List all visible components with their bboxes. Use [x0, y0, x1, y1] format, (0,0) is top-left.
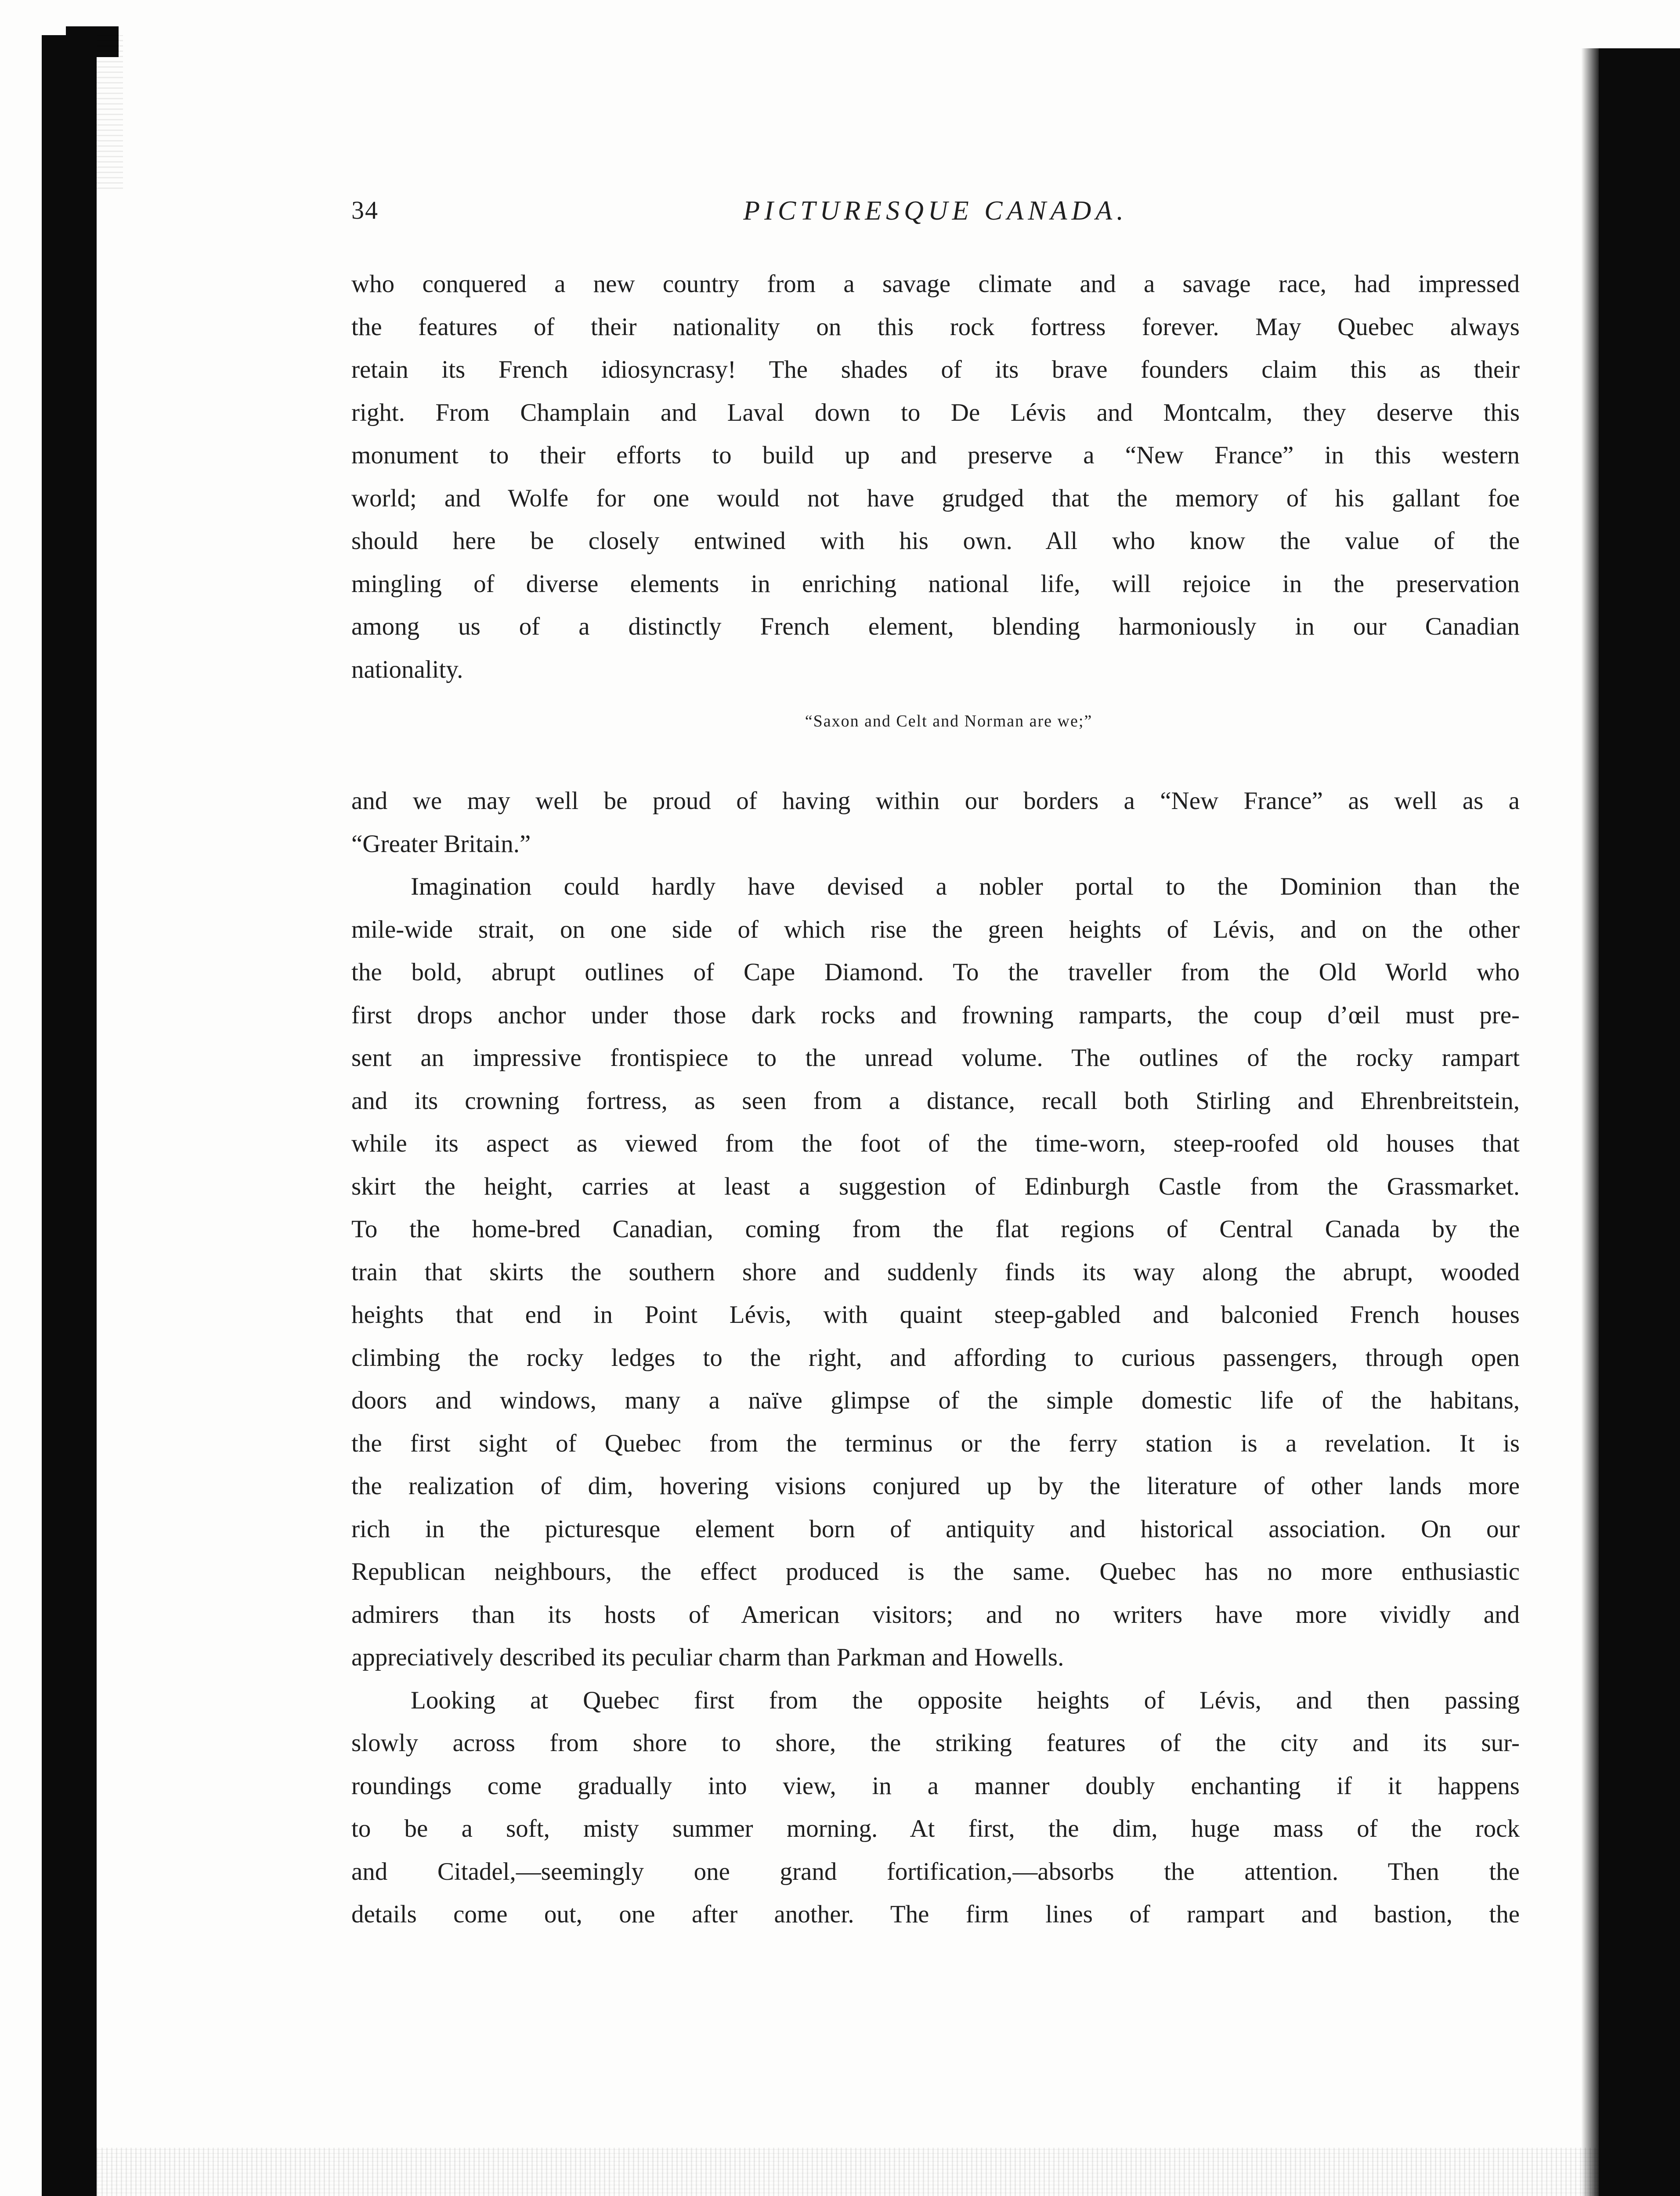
- text-line: skirt the height, carries at least a suggestion of Edinburgh Castle from the Grassmarket.: [351, 1172, 1520, 1200]
- text-line: and Citadel,—seemingly one grand fortification,—absorbs the attention. Then the: [351, 1857, 1520, 1885]
- text-line: among us of a distinctly French element, blending harmoniously in our Canadian: [351, 613, 1520, 640]
- text-line: while its aspect as viewed from the foot of the time-worn, steep-roofed old houses that: [351, 1130, 1520, 1157]
- text-line: should here be closely entwined with his own. All who know the value of the: [351, 527, 1520, 555]
- text-line: monument to their efforts to build up and preserve a “New France” in this western: [351, 441, 1520, 469]
- text-line: nationality.: [351, 655, 463, 683]
- text-line: who conquered a new country from a savage climate and a savage race, had impressed: [351, 270, 1520, 298]
- right-scan-edge: [1599, 48, 1680, 2196]
- text-line: and its crowning fortress, as seen from a distance, recall both Stirling and Ehrenbreitstein,: [351, 1087, 1520, 1115]
- text-line: the first sight of Quebec from the terminus or the ferry station is a revelation. It is: [351, 1429, 1520, 1457]
- right-scan-shadow: [1581, 48, 1599, 2196]
- text-line: retain its French idiosyncrasy! The shades of its brave founders claim this as their: [351, 356, 1520, 383]
- text-line: world; and Wolfe for one would not have grudged that the memory of his gallant foe: [351, 484, 1520, 512]
- text-line: the realization of dim, hovering visions conjured up by the literature of other lands more: [351, 1472, 1520, 1500]
- scan-noise-left: [97, 35, 123, 189]
- text-line: Looking at Quebec first from the opposite heights of Lévis, and then passing: [411, 1686, 1520, 1714]
- text-line: Republican neighbours, the effect produced is the same. Quebec has no more enthusiastic: [351, 1558, 1520, 1586]
- text-line: mile-wide strait, on one side of which rise the green heights of Lévis, and on the other: [351, 915, 1520, 943]
- text-line: To the home-bred Canadian, coming from the flat regions of Central Canada by the: [351, 1215, 1520, 1243]
- running-head: PICTURESQUE CANADA.: [743, 196, 1128, 226]
- text-line: doors and windows, many a naïve glimpse of the simple domestic life of the habitans,: [351, 1387, 1520, 1414]
- text-line: admirers than its hosts of American visitors; and no writers have more vividly and: [351, 1600, 1520, 1629]
- text-line: the features of their nationality on this rock fortress forever. May Quebec always: [351, 313, 1520, 341]
- text-line: climbing the rocky ledges to the right, and affording to curious passengers, through open: [351, 1344, 1520, 1372]
- text-line: details come out, one after another. The firm lines of rampart and bastion, the: [351, 1900, 1520, 1928]
- text-line: and we may well be proud of having within our borders a “New France” as well as a: [351, 787, 1520, 815]
- paragraph-2: [351, 780, 1520, 865]
- text-line: first drops anchor under those dark rocks and frowning ramparts, the coup d’œil must pre-: [351, 1001, 1520, 1029]
- text-line: to be a soft, misty summer morning. At first, the dim, huge mass of the rock: [351, 1815, 1520, 1842]
- scan-noise-bottom: [97, 2148, 1599, 2196]
- text-line: heights that end in Point Lévis, with quaint steep-gabled and balconied French houses: [351, 1301, 1520, 1329]
- page-number: 34: [351, 196, 379, 224]
- page-header: [351, 195, 1520, 239]
- text-line: right. From Champlain and Laval down to De Lévis and Montcalm, they deserve this: [351, 398, 1520, 426]
- body-text: [351, 263, 1520, 1936]
- text-line: sent an impressive frontispiece to the unread volume. The outlines of the rocky rampart: [351, 1044, 1520, 1072]
- text-line: rich in the picturesque element born of antiquity and historical association. On our: [351, 1515, 1520, 1543]
- verse-quotation: “Saxon and Celt and Norman are we;”: [805, 712, 1093, 730]
- paragraph-4: [351, 1679, 1520, 1936]
- text-line: appreciatively described its peculiar charm than Parkman and Howells.: [351, 1643, 1064, 1671]
- left-scan-edge: [42, 35, 97, 2196]
- text-line: Imagination could hardly have devised a nobler portal to the Dominion than the: [411, 873, 1520, 900]
- text-line: the bold, abrupt outlines of Cape Diamond. To the traveller from the Old World who: [351, 958, 1520, 986]
- paragraph-1: [351, 263, 1520, 691]
- text-line: mingling of diverse elements in enriching national life, will rejoice in the preservation: [351, 570, 1520, 598]
- text-line: slowly across from shore to shore, the striking features of the city and its sur-: [351, 1729, 1520, 1757]
- paragraph-3: [351, 865, 1520, 1679]
- text-line: roundings come gradually into view, in a manner doubly enchanting if it happens: [351, 1772, 1520, 1800]
- text-line: “Greater Britain.”: [351, 830, 531, 858]
- text-line: train that skirts the southern shore and suddenly finds its way along the abrupt, wooded: [351, 1258, 1520, 1286]
